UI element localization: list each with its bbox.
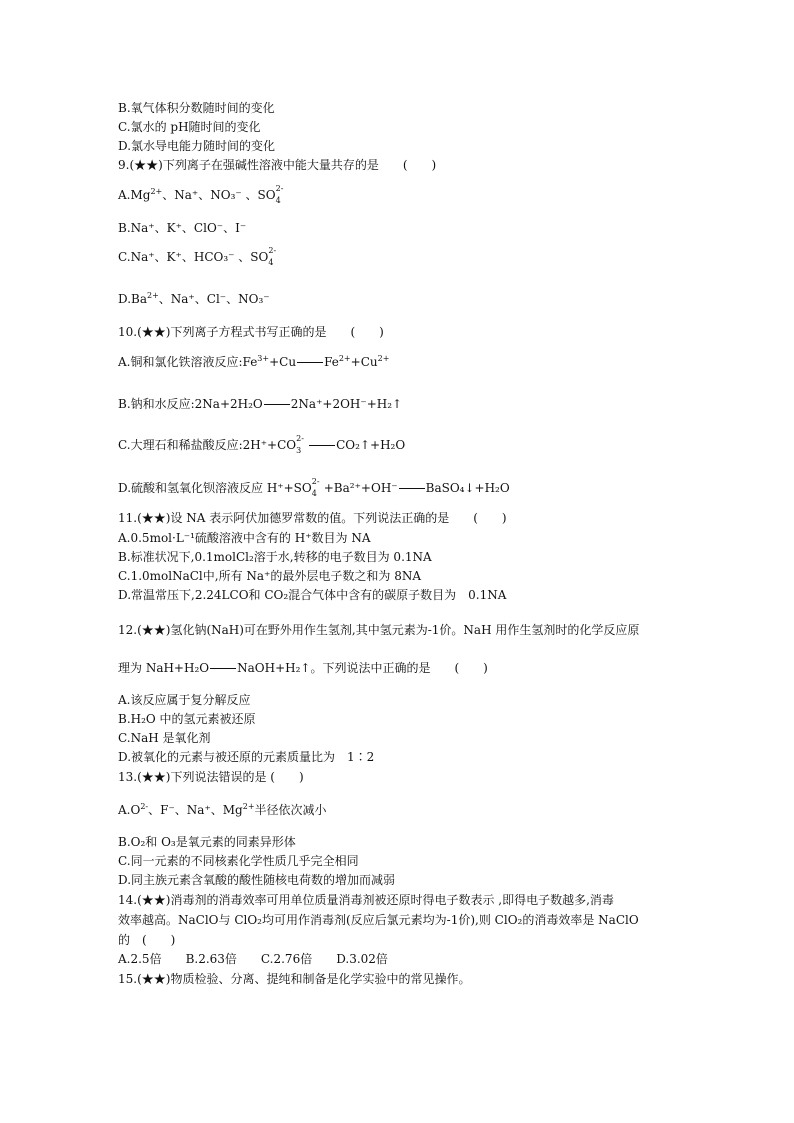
- q13-option-b: B.O₂和 O₃是氧元素的同素异形体: [118, 835, 296, 849]
- q10-option-d: D.硫酸和氢氧化钡溶液反应 H⁺+SO 2- 4 +Ba²⁺+OH⁻ BaSO₄↓+H₂O: [118, 476, 510, 498]
- equals-arrow: [309, 445, 335, 446]
- q12-option-b: B.H₂O 中的氢元素被还原: [118, 712, 256, 726]
- q10-option-b: B.钠和水反应:2Na+2H₂O 2Na⁺+2OH⁻+H₂↑: [118, 397, 403, 411]
- question-13: 13.(★★)下列说法错误的是 ( ): [118, 770, 304, 784]
- q12-option-a: A.该反应属于复分解反应: [118, 693, 251, 707]
- q9-option-b: B.Na⁺、K⁺、ClO⁻、I⁻: [118, 221, 247, 235]
- q10-option-a: A.铜和氯化铁溶液反应$:Fe^{3+}+Cu$ $Fe^{2+}+Cu^{2+}$: [118, 354, 390, 369]
- q10-option-c: C.大理石和稀盐酸反应:2H⁺+CO 2- 3 CO₂↑+H₂O: [118, 433, 406, 455]
- q12-option-c: C.NaH 是氧化剂: [118, 731, 211, 745]
- q9-option-d: $D.Ba^{2+}$、Na⁺、Cl⁻、NO₃⁻: [118, 291, 270, 306]
- equals-arrow: [297, 362, 323, 363]
- q11-option-a: A.0.5mol·L⁻¹硫酸溶液中含有的 H⁺数目为 NA: [118, 531, 371, 545]
- q14-options: A.2.5倍 B.2.63倍 C.2.76倍 D.3.02倍: [118, 952, 388, 966]
- question-15: 15.(★★)物质检验、分离、提纯和制备是化学实验中的常见操作。: [118, 972, 471, 986]
- q11-option-d: D.常温常压下,2.24LCO和 CO₂混合气体中含有的碳原子数目为 0.1NA: [118, 588, 507, 602]
- question-9: 9.(★★)下列离子在强碱性溶液中能大量共存的是 ( ): [118, 158, 437, 172]
- q11-option-c: C.1.0molNaCl中,所有 Na⁺的最外层电子数之和为 8NA: [118, 569, 422, 583]
- equals-arrow: [264, 404, 290, 405]
- question-14: 14.(★★)消毒剂的消毒效率可用单位质量消毒剂被还原时得电子数表示 ,即得电子数越多,消毒: [118, 893, 614, 907]
- question-11: 11.(★★)设 NA 表示阿伏加德罗常数的值。下列说法正确的是 ( ): [118, 511, 507, 525]
- q9-option-a: $A.Mg^{2+}$、Na⁺、NO₃⁻ 、SO 2- 4: [118, 183, 284, 205]
- option-line: D.氯水导电能力随时间的变化: [118, 139, 276, 153]
- option-line: B.氧气体积分数随时间的变化: [118, 101, 275, 115]
- question-12: 12.(★★)氢化钠(NaH)可在野外用作生氢剂,其中氢元素为-1价。NaH 用作生氢剂时的化学反应原: [118, 623, 640, 637]
- q12-option-d: D.被氧化的元素与被还原的元素质量比为 1∶2: [118, 750, 375, 764]
- question-12-line2: 理为 NaH+H₂O NaOH+H₂↑。下列说法中正确的是 ( ): [118, 661, 488, 675]
- q13-option-c: C.同一元素的不同核素化学性质几乎完全相同: [118, 854, 359, 868]
- q13-option-d: D.同主族元素含氧酸的酸性随核电荷数的增加而减弱: [118, 873, 396, 887]
- question-14-line3: 的 ( ): [118, 933, 176, 947]
- equals-arrow: [210, 668, 236, 669]
- q11-option-b: B.标准状况下,0.1molCl₂溶于水,转移的电子数目为 0.1NA: [118, 550, 432, 564]
- option-line: C.氯水的 pH随时间的变化: [118, 120, 261, 134]
- question-14-line2: 效率越高。NaClO与 ClO₂均可用作消毒剂(反应后氯元素均为-1价),则 ClO₂的消毒效率是 NaClO: [118, 913, 639, 927]
- q9-option-c: C.Na⁺、K⁺、HCO₃⁻ 、SO 2- 4: [118, 245, 277, 267]
- q13-option-a: $A.O^{2-}$、F⁻、Na⁺、$Mg^{2+}$半径依次减小: [118, 802, 327, 817]
- question-10: 10.(★★)下列离子方程式书写正确的是 ( ): [118, 325, 384, 339]
- equals-arrow: [399, 488, 425, 489]
